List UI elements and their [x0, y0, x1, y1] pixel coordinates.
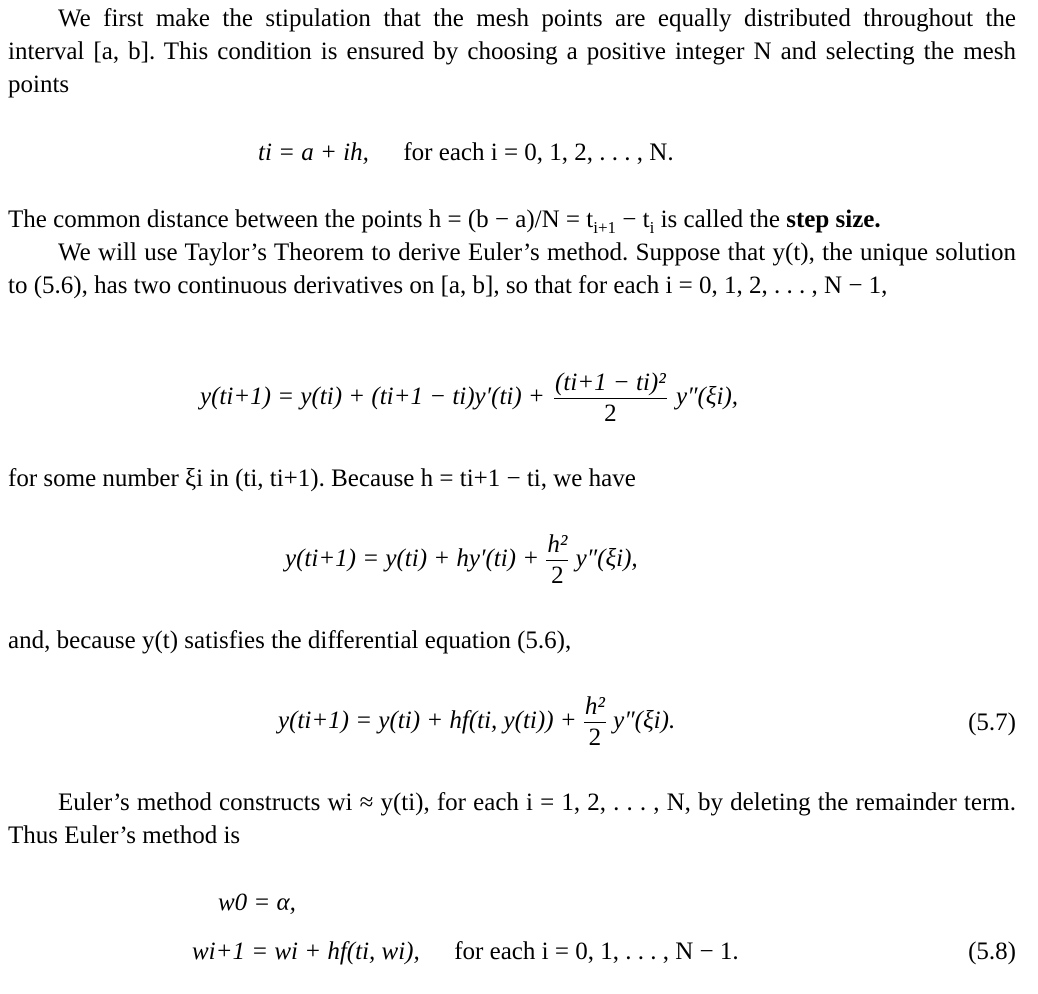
- step-size-text-c: is called the: [654, 206, 787, 233]
- step-fraction: [545, 530, 569, 591]
- equation-step: [285, 530, 638, 591]
- paragraph-mesh-intro: We first make the stipulation that the mesh points are equally distributed throughout the interval [a, b]. This condition is ensured by choosing a positive integer N and selecting the mesh points: [8, 5, 1016, 98]
- paragraph-some-number: for some number ξi in (ti, ti+1). Because h = ti+1 − ti, we have: [8, 465, 636, 492]
- euler-step-condition: for each i = 0, 1, . . . , N − 1.: [454, 938, 739, 965]
- step-numerator: h²: [547, 531, 568, 558]
- mesh-condition: for each i = 0, 1, 2, . . . , N.: [403, 139, 674, 166]
- step-size-sub-a: i+1: [593, 218, 617, 237]
- equation-taylor: [200, 368, 738, 429]
- equation-5-7: [278, 692, 675, 753]
- paragraph-step-size: [8, 203, 881, 236]
- step-rhs: y″(ξi),: [575, 545, 638, 573]
- taylor-lhs: y(ti+1) = y(ti) + (ti+1 − ti)y′(ti) +: [200, 383, 545, 411]
- mesh-formula: ti = a + ih,: [258, 139, 369, 166]
- ode-lhs: y(ti+1) = y(ti) + hf(ti, y(ti)) +: [278, 707, 577, 735]
- step-size-text-b: − t: [616, 206, 650, 233]
- equation-euler-step: [192, 935, 739, 968]
- step-lhs: y(ti+1) = y(ti) + hy′(ti) +: [285, 545, 540, 573]
- paragraph-ode: and, because y(t) satisfies the differential equation (5.6),: [8, 627, 572, 654]
- equation-label-5-7: (5.7): [968, 709, 1016, 736]
- taylor-fraction: [553, 368, 668, 429]
- taylor-numerator: (ti+1 − ti)²: [555, 369, 666, 396]
- step-size-sub-b: i: [649, 218, 655, 237]
- ode-denominator: 2: [588, 724, 602, 751]
- equation-euler-initial: w0 = α,: [218, 889, 296, 916]
- step-size-term: step size.: [786, 206, 881, 233]
- ode-fraction: [583, 692, 607, 753]
- paragraph-euler: Euler’s method constructs wi ≈ y(ti), for each i = 1, 2, . . . , N, by deleting the remainder term. Thus Euler’s method is: [8, 789, 1016, 849]
- taylor-rhs: y″(ξi),: [675, 383, 739, 411]
- step-size-text-a: The common distance between the points h = (b − a)/N = t: [8, 206, 594, 233]
- equation-label-5-8: (5.8): [968, 938, 1016, 965]
- ode-rhs: y″(ξi).: [613, 707, 676, 735]
- taylor-denominator: 2: [604, 400, 617, 427]
- equation-mesh-points: [258, 136, 674, 169]
- ode-numerator: h²: [584, 693, 605, 720]
- paragraph-taylor: We will use Taylor’s Theorem to derive Euler’s method. Suppose that y(t), the unique solution to (5.6), has two continuous derivatives on [a, b], so that for each i = 0, 1, 2, . . . , N − 1,: [8, 239, 1016, 299]
- euler-step-formula: wi+1 = wi + hf(ti, wi),: [192, 938, 420, 965]
- step-denominator: 2: [551, 562, 564, 589]
